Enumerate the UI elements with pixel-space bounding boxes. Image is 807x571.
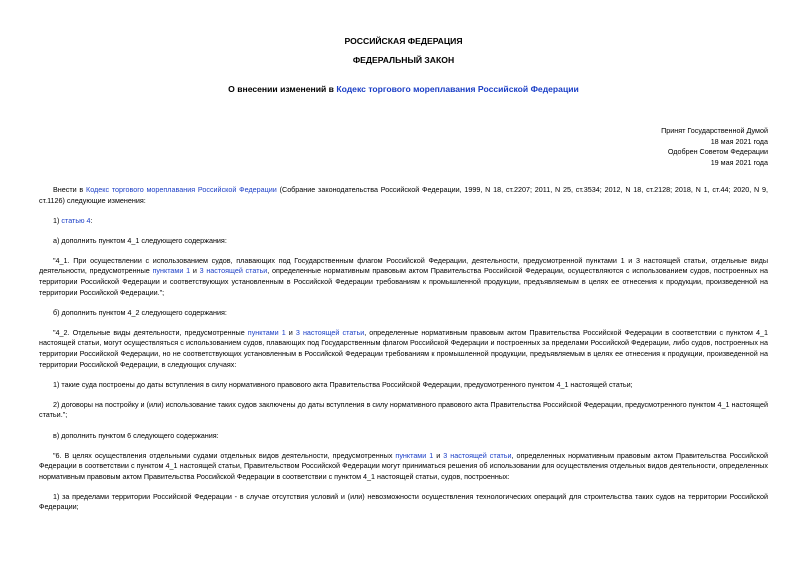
law-paragraph (39, 328, 768, 370)
law-body (39, 185, 768, 523)
paragraph-text: , определенные нормативным правовым актом Правительства Российской Федерации, осуществляются с использованием судов, построенных на территории Российской Федерации и соответствующих установленным в Российской Федерации требованиям к промышленной продукции, предъявляемым в целях ее отнесения к продукции, произведенной на территории Российской Федерации."; (39, 266, 768, 297)
council-date: 19 мая 2021 года (710, 158, 768, 168)
law-paragraph (39, 431, 768, 442)
reference-link[interactable]: Кодекс торгового мореплавания Российской Федерации (86, 185, 277, 194)
law-paragraph (39, 308, 768, 319)
reference-link[interactable]: 3 настоящей статьи (295, 327, 365, 337)
paragraph-text: и (285, 327, 296, 337)
paragraph-text: а) дополнить пунктом 4_1 следующего содержания: (53, 235, 227, 245)
reference-link[interactable]: 3 настоящей статьи (199, 266, 268, 276)
law-paragraph (39, 400, 768, 421)
law-paragraph (39, 185, 768, 206)
law-paragraph (39, 492, 768, 513)
reference-link[interactable]: статью 4 (61, 215, 91, 225)
law-paragraph (39, 216, 768, 227)
law-paragraph (39, 451, 768, 483)
law-type-heading: ФЕДЕРАЛЬНЫЙ ЗАКОН (352, 55, 455, 65)
duma-date: 18 мая 2021 года (710, 136, 768, 146)
law-title-code-link[interactable]: Кодекс торгового мореплавания Российской Федерации (336, 84, 579, 94)
paragraph-text: 2) договоры на постройку и (или) использование таких судов заключены до даты вступления в силу нормативного правового акта Правительства Российской Федерации, предусмотренного пунктом 4_1 настоящей статьи."; (39, 399, 768, 420)
paragraph-text: "4_2. Отдельные виды деятельности, предусмотренные (53, 327, 248, 337)
law-paragraph (39, 236, 768, 247)
paragraph-text: 1) такие суда построены до даты вступления в силу нормативного правового акта Правительства Российской Федерации, предусмотренного пунктом 4_1 настоящей статьи; (53, 379, 633, 389)
reference-link[interactable]: пунктами 1 (247, 327, 286, 337)
adopted-by-duma: Принят Государственной Думой (661, 126, 768, 135)
paragraph-text: и (190, 266, 200, 276)
paragraph-text: : (90, 215, 93, 225)
paragraph-text: 1) за пределами территории Российской Федерации - в случае отсутствия условий и (или) невозможности осуществления технологических операций для строительства таких судов на территории Российской Федерации; (39, 491, 768, 512)
law-paragraph (39, 380, 768, 391)
paragraph-text: Внести в (53, 185, 87, 194)
country-heading: РОССИЙСКАЯ ФЕДЕРАЦИЯ (344, 36, 463, 46)
reference-link[interactable]: пунктами 1 (395, 450, 434, 460)
paragraph-text: "6. В целях осуществления отдельными судами отдельных видов деятельности, предусмотренных (53, 450, 396, 460)
law-title-prefix: О внесении изменений в (228, 84, 337, 94)
paragraph-text: 1) (53, 215, 62, 225)
paragraph-text: , определенных нормативным правовым актом Правительства Российской Федерации в соответствии с пунктом 4_1 настоящей статьи, Правительством Российской Федерации могут приниматься решения об использовании для осуществления отдельных видов деятельности, определенных нормативным правовым актом Правительства Российской Федерации в соответствии с пунктом 4_1 настоящей статьи, судов, построенных: (39, 450, 768, 481)
reference-link[interactable]: пунктами 1 (152, 266, 191, 276)
paragraph-text: (Собрание законодательства Российской Федерации, 1999, N 18, ст.2207; 2011, N 25, ст.3534; 2012, N 18, ст.2128; 2018, N 1, ст.44; 2020, N 9, ст.1126) следующие изменения: (39, 185, 768, 205)
law-paragraph (39, 256, 768, 298)
adoption-block (661, 126, 768, 169)
paragraph-text: и (433, 450, 444, 460)
law-title (0, 84, 807, 95)
paragraph-text: б) дополнить пунктом 4_2 следующего содержания: (53, 307, 227, 317)
approved-by-council: Одобрен Советом Федерации (667, 147, 768, 157)
reference-link[interactable]: 3 настоящей статьи (443, 450, 512, 460)
paragraph-text: в) дополнить пунктом 6 следующего содержания: (53, 430, 219, 440)
paragraph-text: , определенные нормативным правовым актом Правительства Российской Федерации в соответствии с пунктом 4_1 настоящей статьи, могут осуществляться с использованием судов, плавающих под Государственным флагом Российской Федерации и построенных за пределами Российской Федерации, либо судов, построенных на территории Российской Федерации, но не соответствующих установленным в Российской Федерации требованиям к промышленной продукции, предъявляемым в целях ее отнесения к продукции, произведенной на территории Российской Федерации, в следующих случаях: (39, 327, 769, 369)
paragraph-text: "4_1. При осуществлении с использованием судов, плавающих под Государственным флагом Российской Федерации, деятельности, предусмотренной пунктами 1 и 3 настоящей статьи, отдельные виды деятельности, предусмотренные (39, 255, 768, 276)
